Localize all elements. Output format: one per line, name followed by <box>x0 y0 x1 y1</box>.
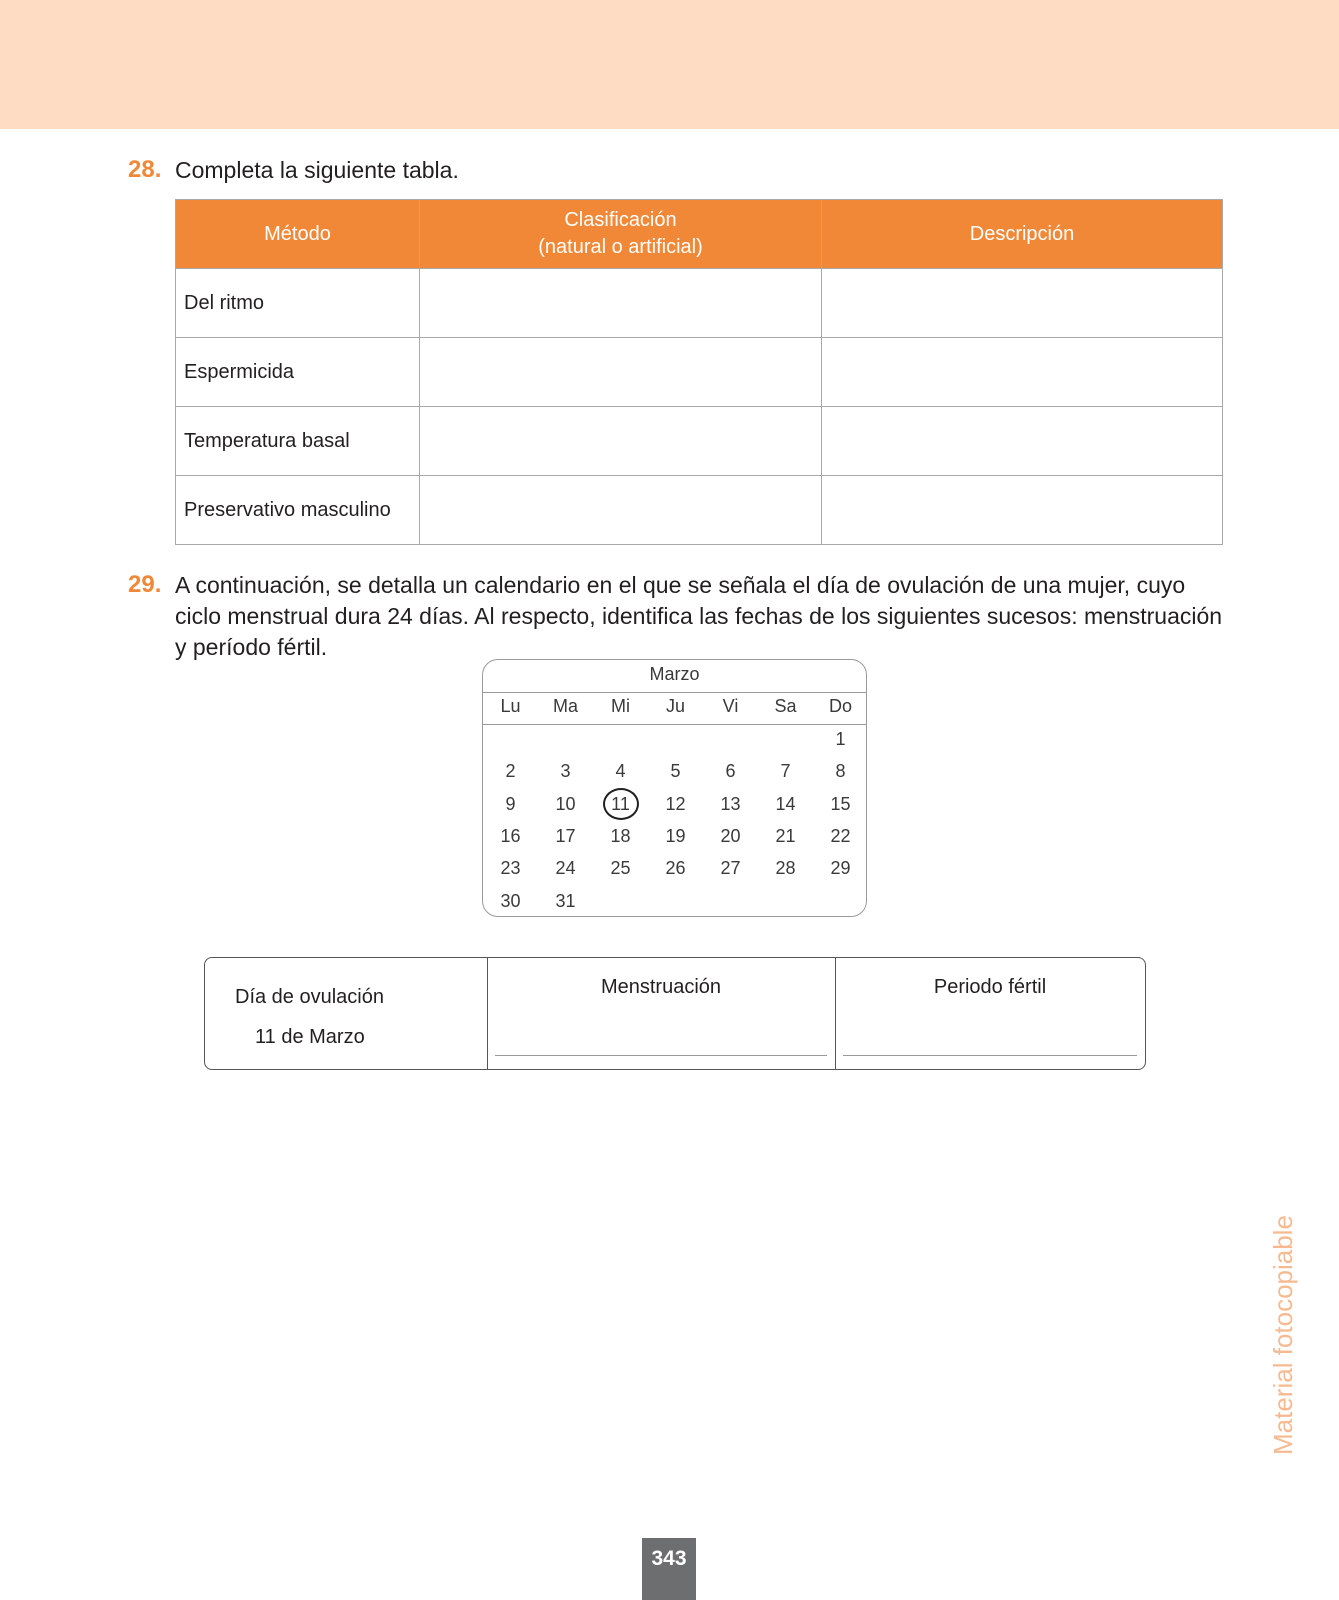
calendar-day: 6 <box>725 761 736 782</box>
table-header-row <box>176 200 1223 269</box>
calendar-day: 14 <box>775 793 796 814</box>
calendar-day: 22 <box>830 825 851 846</box>
header-clasificacion-line1: Clasificación <box>564 209 677 231</box>
method-name: Del ritmo <box>176 269 420 338</box>
weekday-label: Lu <box>500 696 521 716</box>
method-name: Espermicida <box>176 338 420 407</box>
classification-cell[interactable] <box>420 476 822 545</box>
calendar-day: 16 <box>500 825 521 846</box>
question-28-number: 28. <box>128 156 162 183</box>
calendar-day: 24 <box>555 858 576 879</box>
calendar-day: 28 <box>775 858 796 879</box>
calendar-day: 21 <box>775 825 796 846</box>
calendar-divider <box>483 692 866 693</box>
description-cell[interactable] <box>822 269 1223 338</box>
calendar-day: 2 <box>505 761 516 782</box>
side-label: Material fotocopiable <box>1268 1215 1298 1455</box>
answer-divider <box>487 958 488 1069</box>
weekday-label: Sa <box>774 696 797 716</box>
description-cell[interactable] <box>822 338 1223 407</box>
question-28-prompt: Completa la siguiente tabla. <box>175 157 459 183</box>
header-metodo: Método <box>176 200 420 269</box>
calendar-day: 4 <box>615 761 626 782</box>
calendar-day: 19 <box>665 825 686 846</box>
method-name: Preservativo masculino <box>176 476 420 545</box>
menstruation-label: Menstruación <box>600 976 722 998</box>
march-calendar <box>482 659 867 917</box>
calendar-day: 27 <box>720 858 741 879</box>
calendar-day: 20 <box>720 825 741 846</box>
question-29-line: A continuación, se detalla un calendario en el que se señala el día de ovulación de una mujer, cuyo <box>175 572 1186 598</box>
menstruation-answer-line[interactable] <box>495 1055 827 1056</box>
ovulation-value: 11 de Marzo <box>255 1026 365 1048</box>
classification-cell[interactable] <box>420 338 822 407</box>
calendar-day: 9 <box>505 793 516 814</box>
calendar-day: 15 <box>830 793 851 814</box>
calendar-day: 7 <box>780 761 791 782</box>
calendar-day: 1 <box>835 729 846 749</box>
calendar-day: 13 <box>720 793 741 814</box>
table-row <box>176 476 1223 545</box>
question-29-line: y período fértil. <box>175 634 328 660</box>
header-clasificacion <box>420 200 822 269</box>
table-row <box>176 407 1223 476</box>
weekday-label: Do <box>828 696 852 716</box>
header-band <box>0 0 1339 129</box>
answer-box <box>204 957 1146 1070</box>
table-row <box>176 269 1223 338</box>
calendar-day: 11 <box>611 793 630 814</box>
header-clasificacion-line2: (natural o artificial) <box>538 236 703 258</box>
calendar-day: 29 <box>830 858 851 879</box>
calendar-divider <box>483 724 866 725</box>
fertile-period-label: Periodo fértil <box>933 976 1047 998</box>
table-row <box>176 338 1223 407</box>
calendar-day: 3 <box>560 761 571 782</box>
ovulation-day-circle <box>603 788 639 820</box>
calendar-day: 30 <box>500 890 521 911</box>
weekday-label: Ju <box>665 696 685 716</box>
calendar-day: 31 <box>555 890 576 911</box>
description-cell[interactable] <box>822 476 1223 545</box>
calendar-day: 23 <box>500 858 521 879</box>
calendar-day: 12 <box>665 793 686 814</box>
question-29-number: 29. <box>128 571 162 598</box>
methods-table <box>175 199 1223 545</box>
calendar-day: 5 <box>670 761 681 782</box>
question-29-line: ciclo menstrual dura 24 días. Al respecto, identifica las fechas de los siguientes sucesos: menstruación <box>175 603 1223 629</box>
weekday-label: Mi <box>611 696 630 716</box>
calendar-day: 10 <box>555 793 576 814</box>
ovulation-label: Día de ovulación <box>235 986 384 1008</box>
method-name: Temperatura basal <box>176 407 420 476</box>
page-number: 343 <box>642 1538 696 1600</box>
description-cell[interactable] <box>822 407 1223 476</box>
answer-divider <box>835 958 836 1069</box>
question-29-prompt <box>175 570 1225 663</box>
calendar-day: 18 <box>610 825 631 846</box>
calendar-day: 25 <box>610 858 631 879</box>
calendar-day: 26 <box>665 858 686 879</box>
calendar-day: 8 <box>835 761 846 782</box>
classification-cell[interactable] <box>420 269 822 338</box>
classification-cell[interactable] <box>420 407 822 476</box>
calendar-month: Marzo <box>649 664 700 684</box>
weekday-label: Vi <box>722 696 739 716</box>
weekday-label: Ma <box>552 696 578 716</box>
header-descripcion: Descripción <box>822 200 1223 269</box>
fertile-period-answer-line[interactable] <box>843 1055 1137 1056</box>
calendar-day: 17 <box>555 825 576 846</box>
